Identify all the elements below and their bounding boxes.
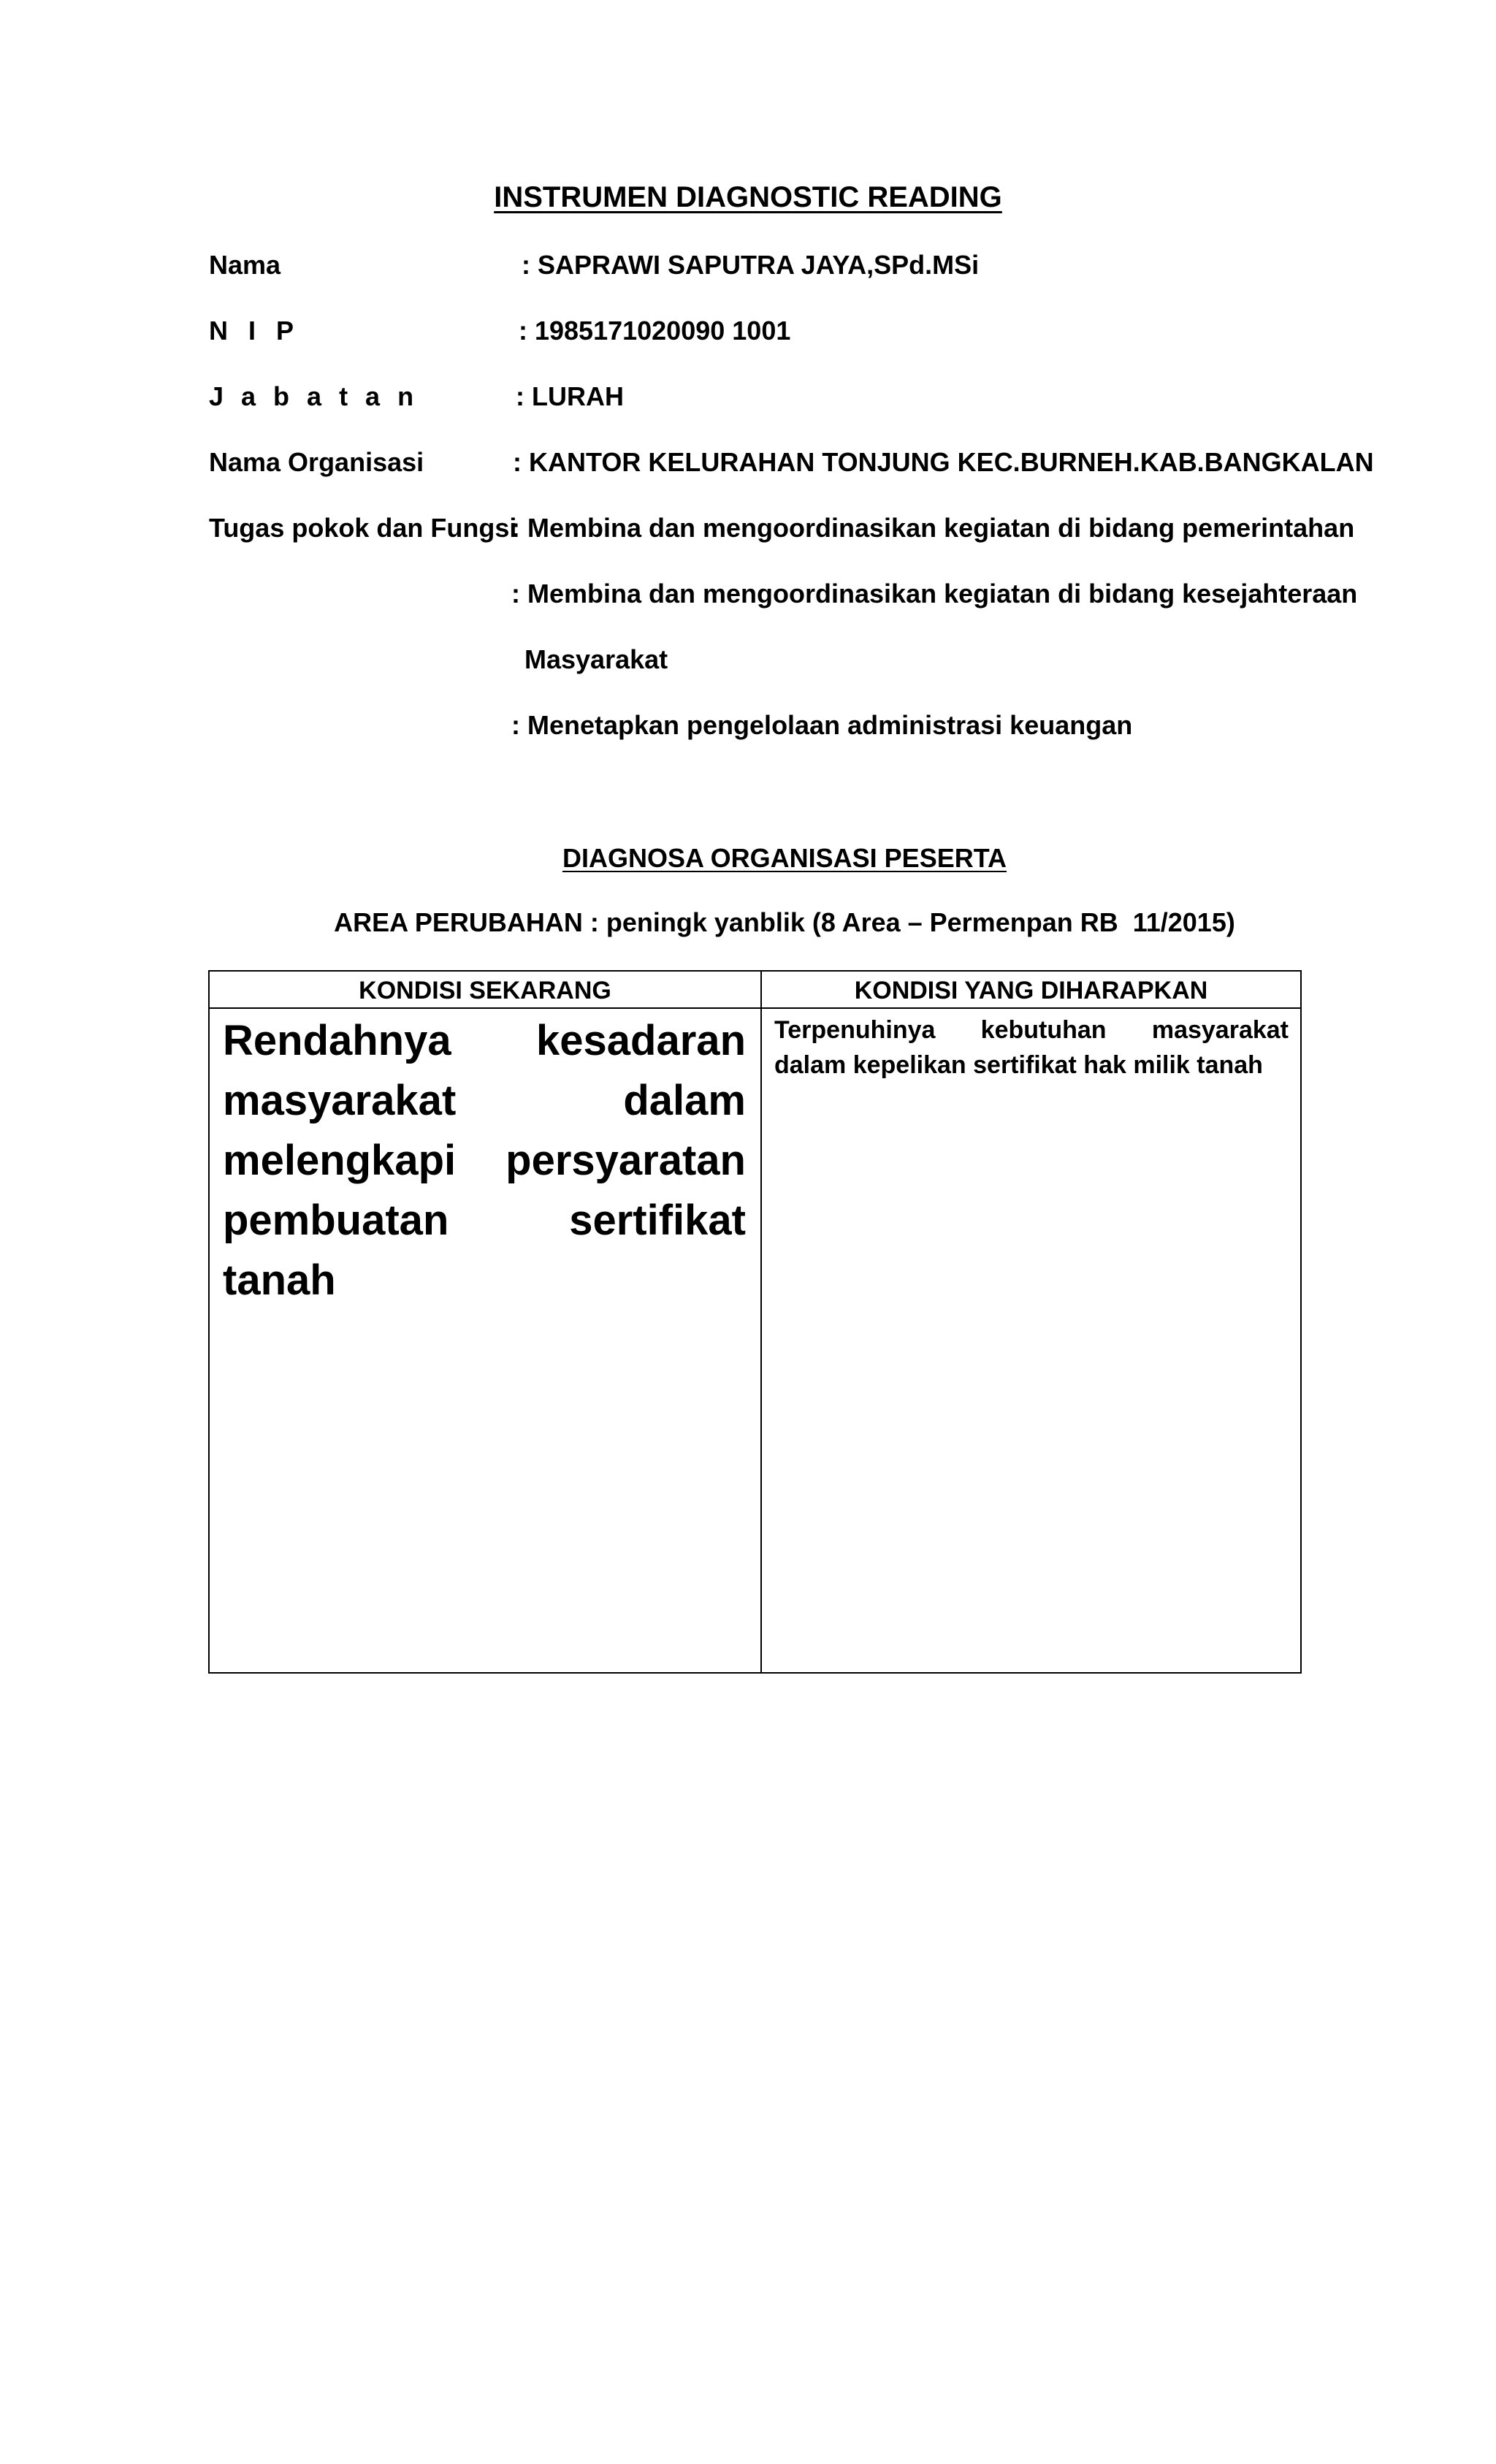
field-tugas-item: Masyarakat bbox=[524, 644, 668, 674]
table-header-kondisi-diharapkan: KONDISI YANG DIHARAPKAN bbox=[854, 977, 1208, 1004]
table-header-divider bbox=[210, 1007, 1300, 1009]
field-tugas-item: : Membina dan mengoordinasikan kegiatan di bidang pemerintahan bbox=[511, 513, 1355, 543]
cell-kondisi-sekarang: Rendahnya kesadaran masyarakat dalam melengkapi persyaratan pembuatan sertifikat tanah bbox=[223, 1017, 746, 1304]
field-nip-value: : 1985171020090 1001 bbox=[519, 316, 791, 346]
cell-kondisi-diharapkan: Terpenuhinya kebutuhan masyarakat dalam kepelikan sertifikat hak milik tanah bbox=[774, 1016, 1289, 1079]
field-nama-value: : SAPRAWI SAPUTRA JAYA,SPd.MSi bbox=[522, 250, 980, 280]
field-jabatan-label: J a b a t a n bbox=[209, 381, 419, 411]
field-nama-label: Nama bbox=[209, 250, 281, 280]
area-perubahan-line: AREA PERUBAHAN : peningk yanblik (8 Area – Permenpan RB 11/2015) bbox=[334, 907, 1235, 937]
table-header-kondisi-sekarang: KONDISI SEKARANG bbox=[359, 977, 611, 1004]
document-title: INSTRUMEN DIAGNOSTIC READING bbox=[494, 181, 1002, 213]
section-title: DIAGNOSA ORGANISASI PESERTA bbox=[562, 843, 1007, 873]
field-tugas-item: : Membina dan mengoordinasikan kegiatan di bidang kesejahteraan bbox=[511, 579, 1358, 609]
table-column-divider bbox=[760, 972, 762, 1672]
diagnosis-table bbox=[208, 970, 1302, 1674]
field-tugas-item: : Menetapkan pengelolaan administrasi keuangan bbox=[511, 710, 1133, 740]
field-jabatan-value: : LURAH bbox=[516, 381, 624, 411]
field-tugas-label: Tugas pokok dan Fungsi bbox=[209, 513, 517, 543]
field-nip-label: N I P bbox=[209, 316, 301, 346]
field-organisasi-value: : KANTOR KELURAHAN TONJUNG KEC.BURNEH.KAB.BANGKALAN bbox=[513, 447, 1374, 477]
field-organisasi-label: Nama Organisasi bbox=[209, 447, 424, 477]
